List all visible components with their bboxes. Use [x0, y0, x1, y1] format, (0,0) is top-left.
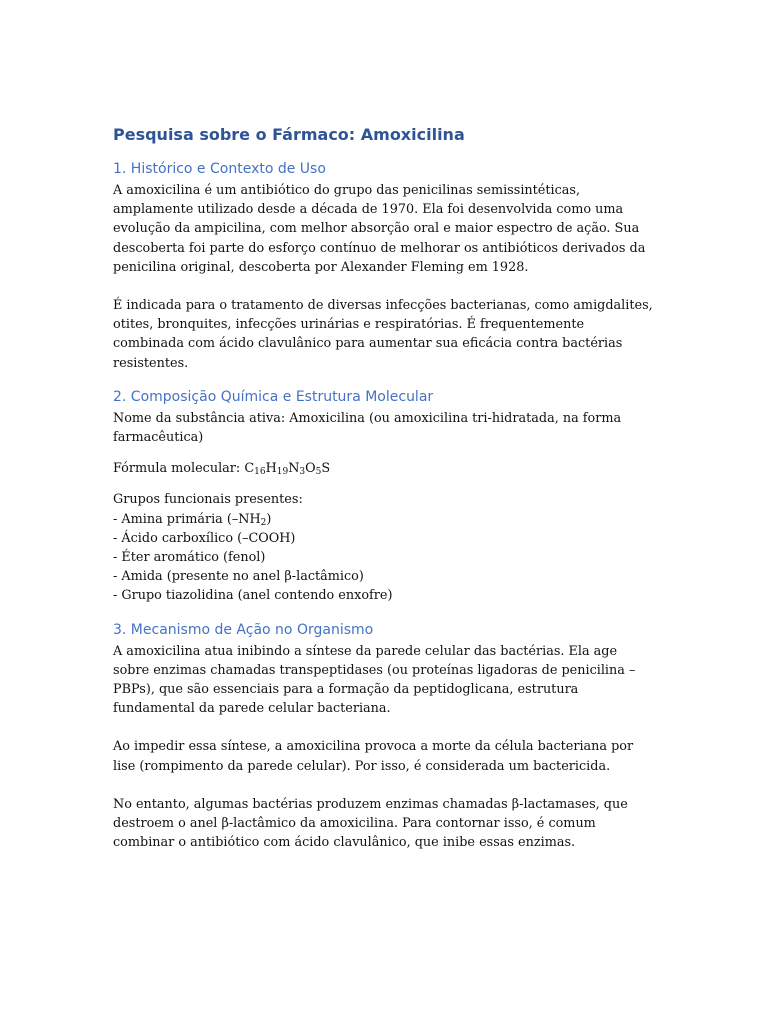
mechanism-paragraph-2: Ao impedir essa síntese, a amoxicilina provoca a morte da célula bacteriana por lise (rompimento da parede celular). Por isso, é considerada um bactericida.	[113, 739, 634, 774]
formula-o-count: 5	[315, 467, 322, 478]
group-amine-prefix: - Amina primária (–NH	[113, 511, 261, 527]
formula-h-count: 19	[276, 467, 289, 478]
mechanism-paragraph-1: A amoxicilina atua inibindo a síntese da parede celular das bactérias. Ela age sobre enzimas chamadas transpeptidases (ou proteínas ligadoras de penicilina – PBPs), que são essenciais para a formação da peptidoglicana, estrutura fundamental da parede celular bacteriana.	[113, 643, 636, 717]
list-item: - Éter aromático (fenol)	[113, 550, 266, 566]
mechanism-paragraph-3: No entanto, algumas bactérias produzem enzimas chamadas β-lactamases, que destroem o anel β-lactâmico da amoxicilina. Para contornar isso, é comum combinar o antibiótico com ácido clavulânico, que inibe essas enzimas.	[113, 796, 628, 851]
paragraph-spacer	[113, 718, 653, 737]
formula-c-count: 16	[254, 467, 266, 478]
formula-c: C	[244, 461, 255, 477]
formula-h: H	[265, 461, 277, 477]
group-amine-suffix: )	[266, 511, 272, 527]
list-item	[113, 510, 653, 529]
formula-n-count: 3	[299, 467, 306, 478]
list-item: - Grupo tiazolidina (anel contendo enxofre)	[113, 588, 393, 604]
functional-groups-list	[113, 490, 653, 605]
formula-n: N	[288, 461, 300, 477]
list-item: - Amida (presente no anel β-lactâmico)	[113, 569, 364, 585]
paragraph-spacer	[113, 447, 653, 459]
molecular-formula	[113, 459, 653, 478]
formula-o: O	[305, 461, 316, 477]
paragraph-spacer	[113, 776, 653, 795]
list-item: - Ácido carboxílico (–COOH)	[113, 530, 296, 546]
formula-s: S	[321, 461, 331, 477]
section-heading-composition: 2. Composição Química e Estrutura Molecular	[113, 388, 434, 405]
document-body	[113, 124, 653, 852]
history-paragraph-1: A amoxicilina é um antibiótico do grupo das penicilinas semissintéticas, amplamente utilizado desde a década de 1970. Ela foi desenvolvida como uma evolução da ampicilina, com melhor absorção oral e maior espectro de ação. Sua descoberta foi parte do esforço contínuo de melhorar os antibióticos derivados da penicilina original, descoberta por Alexander Fleming em 1928.	[113, 183, 646, 275]
paragraph-spacer	[113, 277, 653, 296]
active-substance-text: Nome da substância ativa: Amoxicilina (ou amoxicilina tri-hidratada, na forma farmacêutica)	[113, 410, 622, 446]
section-heading-mechanism: 3. Mecanismo de Ação no Organismo	[113, 621, 374, 638]
document-title: Pesquisa sobre o Fármaco: Amoxicilina	[113, 125, 465, 144]
history-paragraph-2: É indicada para o tratamento de diversas infecções bacterianas, como amigdalites, otites, bronquites, infecções urinárias e respiratórias. É frequentemente combinada com ácido clavulânico para aumentar sua eficácia contra bactérias resistentes.	[113, 298, 653, 371]
section-spacer	[113, 373, 653, 387]
formula-label: Fórmula molecular:	[113, 461, 245, 477]
paragraph-spacer	[113, 478, 653, 490]
section-spacer	[113, 606, 653, 620]
section-heading-history: 1. Histórico e Contexto de Uso	[113, 161, 326, 177]
group-amine-subscript: 2	[260, 517, 267, 528]
functional-groups-label: Grupos funcionais presentes:	[113, 492, 303, 508]
